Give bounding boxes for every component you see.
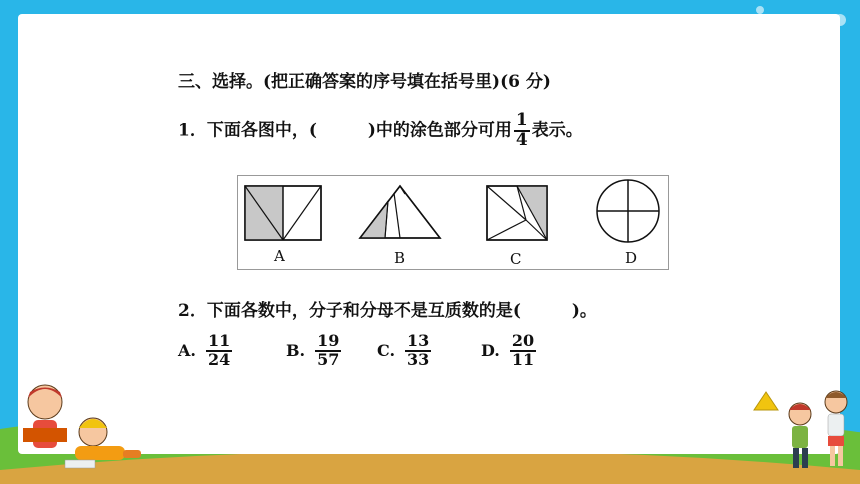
figure-box (237, 175, 669, 270)
figure-d (594, 179, 664, 245)
figure-a (244, 185, 324, 242)
question-1 (178, 112, 583, 150)
option-b-letter: B. (286, 341, 306, 361)
option-c (377, 333, 433, 369)
option-c-numerator: 13 (407, 331, 430, 350)
figure-b (358, 184, 442, 240)
option-a-denominator: 24 (207, 349, 231, 369)
question-1-suffix: 表示。 (531, 120, 583, 141)
figure-label-c: C (510, 250, 522, 268)
kids-illustration-left (5, 380, 155, 480)
option-b-fraction (315, 333, 341, 369)
option-a-letter: A. (178, 341, 196, 361)
option-d-fraction (510, 333, 536, 369)
option-b (286, 333, 343, 369)
option-c-fraction (405, 333, 431, 369)
fraction-one-quarter (514, 112, 530, 150)
figure-label-d: D (625, 249, 638, 267)
option-c-letter: C. (377, 341, 396, 361)
kids-illustration-right (752, 388, 858, 478)
option-a-numerator: 11 (207, 331, 231, 350)
option-b-denominator: 57 (317, 349, 340, 369)
figure-label-b: B (394, 249, 406, 267)
figure-c (486, 185, 550, 243)
fraction-numerator: 1 (515, 110, 528, 130)
figure-label-a: A (274, 247, 285, 265)
option-c-denominator: 33 (407, 349, 430, 369)
option-b-numerator: 19 (317, 331, 340, 350)
option-d-numerator: 20 (511, 331, 535, 350)
option-a (178, 333, 234, 369)
option-a-fraction (206, 333, 232, 369)
fraction-denominator: 4 (515, 129, 528, 150)
section-title: 三、选择。(把正确答案的序号填在括号里)(6 分) (178, 72, 551, 92)
question-1-prefix: 1．下面各图中，( )中的涂色部分可用 (178, 120, 512, 141)
option-d-denominator: 11 (511, 349, 535, 369)
option-d-letter: D. (481, 341, 500, 361)
question-2: 2．下面各数中，分子和分母不是互质数的是( )。 (178, 301, 597, 321)
option-d (481, 333, 538, 369)
